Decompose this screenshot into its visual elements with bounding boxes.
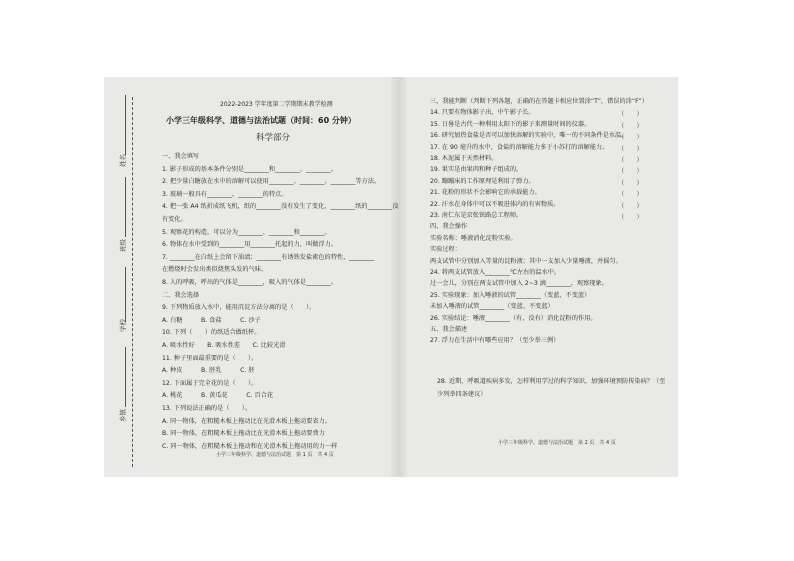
right-line-16: 过一会儿，分别在两支试管中加入 2~3 滴________，观察现象。 — [430, 280, 608, 288]
answer-paren-15[interactable]: （ ） — [618, 122, 643, 130]
left-line-10: 8. 人的呼吸，呼出的气体是________，吸入的气体是________。 — [162, 279, 337, 286]
left-line-23: C. 同一物体，在粗糙木板上拖动和在光滑木板上拖动用的力一样 — [162, 442, 338, 450]
right-line-9: 22. 汗水在身体中可以不吸进体内的有害物质。 — [430, 200, 560, 208]
left-page-footer: 小学三年级科学、道德与法治试题 第 1 页 共 4 页 — [216, 452, 334, 458]
right-line-7: 20. 蹦蹦床的工作原理是利用了弹力。 — [430, 177, 535, 185]
left-line-8: 7. ________在白纸上会留下油渍；________有诱铁发盐素色的特性，________ — [162, 253, 375, 261]
left-line-7: 6. 物体在水中受到的________用________托起的力，叫做浮力。 — [162, 241, 337, 249]
right-line-0: 三、我能判断（判断下列各题，正确的在答题卡相应位置涂“T”，错误的涂“F”） — [430, 98, 649, 105]
right-line-5: 18. 木泥属于天然材料。 — [430, 155, 498, 162]
right-line-8: 21. 花粉的形状不会影响它的承载能力。 — [430, 189, 541, 197]
right-line-14: 两支试管中分别加入等量的淀粉液；其中一支加入少量唾液，并摇匀。 — [430, 257, 622, 265]
exam-paper-scan — [104, 77, 678, 477]
name-field[interactable] — [125, 95, 126, 155]
left-line-12: 9. 下列物质放入水中，能用沉淀方法分离的是（ ）。 — [162, 304, 316, 312]
answer-paren-17[interactable]: （ ） — [618, 145, 643, 153]
right-line-12: 实验名称：唾液消化淀粉实验。 — [430, 234, 517, 242]
answer-paren-16[interactable]: （ ） — [618, 134, 643, 142]
answer-paren-19[interactable]: （ ） — [618, 168, 643, 176]
right-line-21: 27. 浮力在生活中有哪些应用？（至少举三例） — [430, 337, 560, 345]
right-line-6: 19. 果实是由果肉和种子组成的。 — [430, 166, 523, 174]
left-line-22: B. 同一物体，在粗糙木板上拖动比在光滑木板上拖动要费力 — [162, 430, 325, 438]
right-line-3: 16. 研究加热食盐是否可以加快溶解的实验中，唯一的不同条件是水温。 — [430, 132, 628, 140]
left-line-11: 二、我会选择 — [162, 291, 200, 299]
left-line-18: 12. 下面属于完全花的是（ ）。 — [162, 379, 258, 387]
left-line-4: 4. 把一张 A4 纸折成纸飞机，纸的________没有发生了变化，________纸的________没 — [162, 203, 399, 211]
right-line-17: 25. 实验现象：加入唾液的试管________（变蓝、不变蓝） — [430, 291, 591, 299]
answer-paren-18[interactable]: （ ） — [618, 157, 643, 164]
answer-paren-23[interactable]: （ ） — [618, 214, 643, 221]
section-title: 科学部分 — [256, 133, 291, 143]
left-line-21: A. 同一物体，在粗糙木板上拖动比在光滑木板上拖动要省力。 — [162, 417, 331, 425]
right-line-10: 23. 南仁东是京张铁路总工程师。 — [430, 212, 523, 219]
left-line-9: 在燃烧时会发出类似烧焦头发的气味。 — [162, 266, 268, 274]
side-label-class: 班级 — [119, 239, 127, 252]
right-page-footer: 小学三年级科学、道德与法治试题 第 2 页 共 4 页 — [498, 440, 616, 446]
right-line-1: 14. 只要有物体影子出，中午影子长。 — [430, 109, 535, 117]
exam-header: 2022-2023 学年度第二学期期末教学检测 — [220, 101, 333, 108]
left-line-15: A. 吸水性好 B. 吸水性差 C. 比较光滑 — [162, 342, 286, 349]
right-line-13: 实验过程： — [430, 246, 461, 254]
right-line-15: 24. 将两支试管放入________℃左右的温水中。 — [430, 269, 561, 276]
answer-paren-22[interactable]: （ ） — [618, 202, 643, 210]
left-line-2: 2. 把少量白糖放在水中的溶解可以使用________、________、________等方法。 — [162, 178, 381, 186]
right-line-11: 四、我会操作 — [430, 223, 468, 231]
answer-paren-14[interactable]: （ ） — [618, 111, 643, 119]
question-28-cont: 少列举四条建议） — [437, 391, 487, 398]
class-field[interactable] — [125, 177, 126, 237]
left-line-3: 3. 玻璃一般具有________、________的特点。 — [162, 190, 288, 198]
side-label-town: 乡镇 — [119, 409, 127, 422]
left-line-5: 有变化。 — [162, 216, 187, 223]
side-label-name: 姓名 — [119, 154, 127, 167]
right-line-19: 26. 实验结论：唾液________（有、没有）消化淀粉的作用。 — [430, 314, 597, 322]
page-fold — [391, 77, 407, 477]
left-line-6: 5. 观察花的构造，可以分为________、________和________。 — [162, 228, 331, 236]
left-line-1: 1. 影子形成的基本条件分别是________和________、________。 — [162, 165, 337, 173]
answer-paren-20[interactable]: （ ） — [618, 179, 643, 187]
right-line-18: 未加入唾液的试管________（变蓝、不变蓝） — [430, 303, 554, 311]
binding-dashed-line — [132, 97, 133, 467]
left-line-14: 10. 下列（ ）的纸适合做纸杯。 — [162, 329, 261, 337]
left-line-16: 11. 种子里面最重要的是（ ）。 — [162, 354, 258, 362]
left-line-17: A. 种皮 B. 胚乳 C. 胚 — [162, 367, 255, 375]
left-line-0: 一、我会填写 — [162, 153, 200, 160]
town-field[interactable] — [125, 347, 126, 407]
left-line-19: A. 桃花 B. 黄瓜花 C. 百合花 — [162, 392, 274, 400]
question-28: 28. 近期，呼吸道疾病多发，怎样利用学过的科学知识，加强环境预防传染病？（至 — [437, 378, 666, 385]
school-field[interactable] — [125, 267, 126, 322]
exam-title: 小学三年级科学、道德与法治试题（时间：60 分钟） — [166, 116, 356, 125]
right-line-20: 五、我会描述 — [430, 326, 468, 333]
left-line-20: 13. 下列说法正确的是（ ）。 — [162, 405, 252, 412]
answer-paren-21[interactable]: （ ） — [618, 191, 643, 199]
right-line-4: 17. 在 90 毫升的水中，食盐的溶解能力多于小苏打的溶解能力。 — [430, 143, 609, 151]
side-label-school: 学校 — [119, 319, 127, 332]
left-line-13: A. 白糖 B. 食盐 C. 沙子 — [162, 316, 261, 324]
right-line-2: 15. 日晷是古代一种利用太阳下的影子来测量时间的仪器。 — [430, 120, 591, 128]
